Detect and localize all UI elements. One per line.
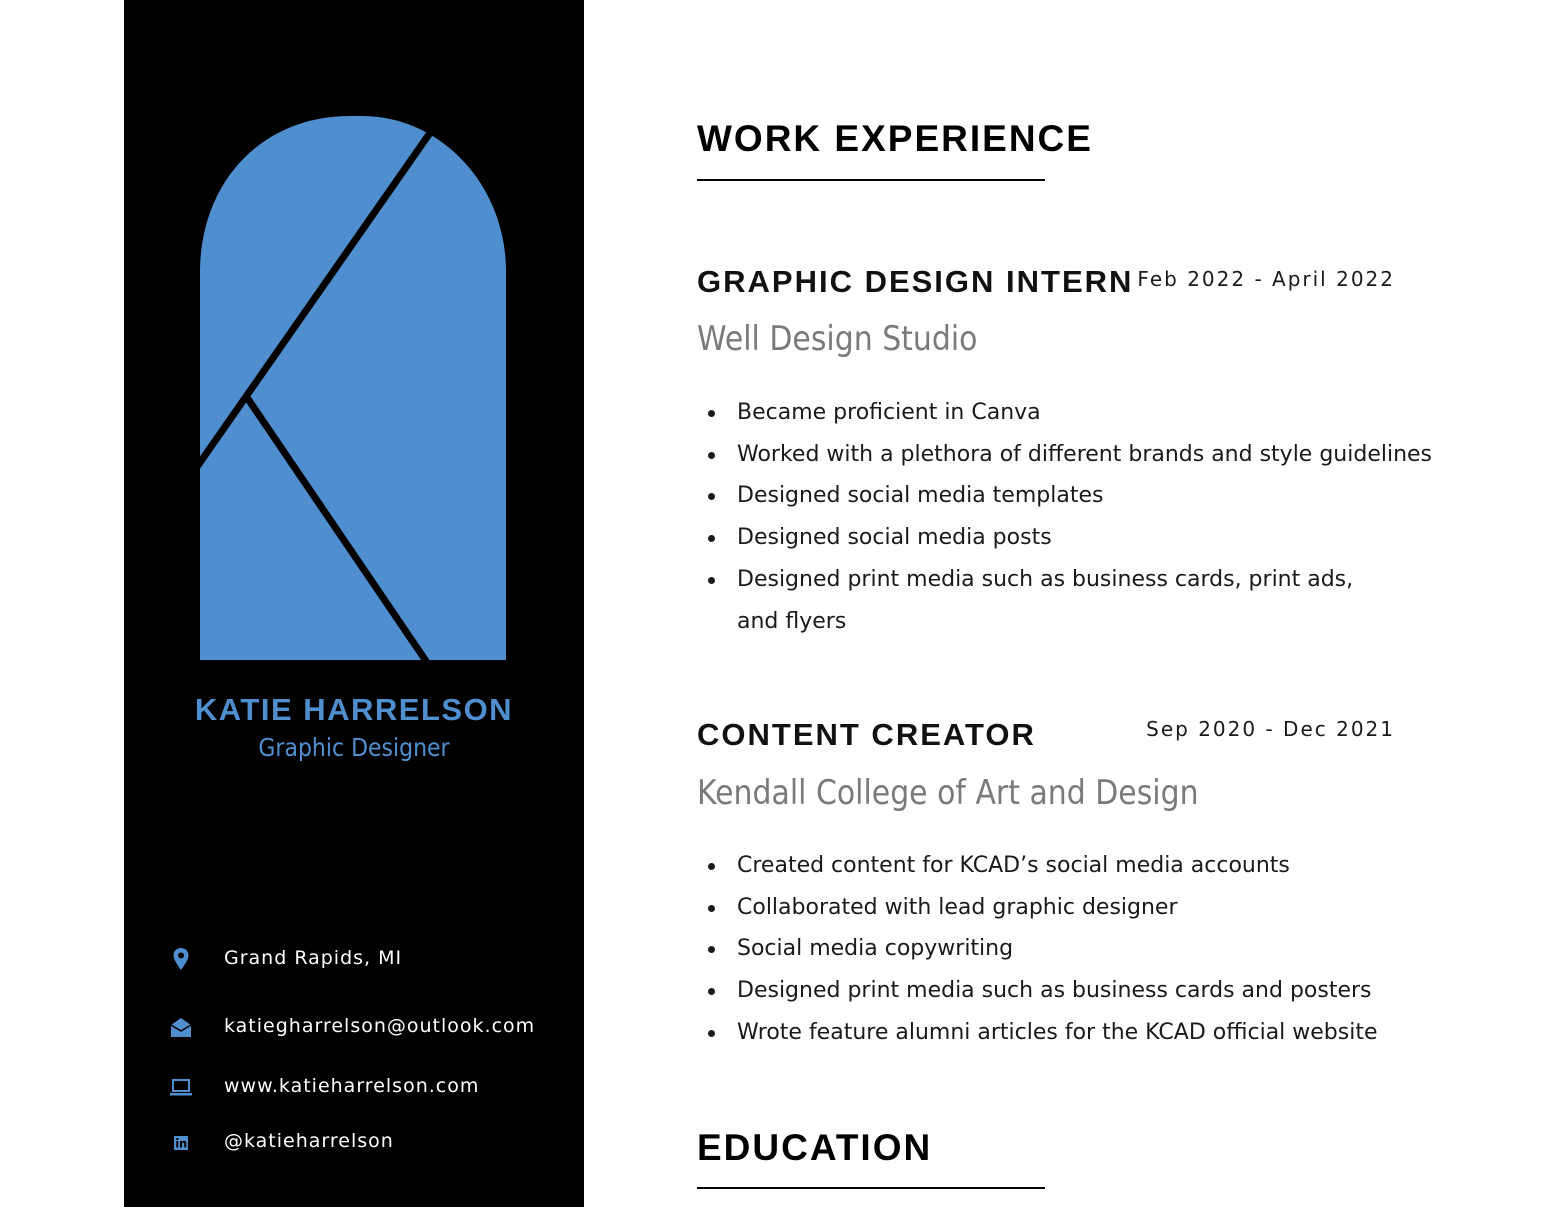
sidebar [124, 0, 584, 1207]
contact-location-text: Grand Rapids, MI [224, 947, 403, 969]
list-item [697, 517, 1477, 559]
main-content [697, 0, 1517, 1207]
contact-email-text[interactable]: katiegharrelson@outlook.com [224, 1015, 536, 1037]
section-divider [697, 1187, 1045, 1189]
section-divider [697, 179, 1045, 181]
education-heading: EDUCATION [697, 1127, 933, 1168]
list-item [697, 475, 1477, 517]
envelope-icon [168, 1014, 194, 1040]
contact-website[interactable] [124, 1072, 584, 1102]
contact-location [124, 944, 584, 974]
job-dates: Feb 2022 - April 2022 [1137, 267, 1395, 291]
contact-website-text[interactable]: www.katieharrelson.com [224, 1075, 480, 1097]
list-item-text: Became proficient in Canva [737, 400, 1041, 425]
job-dates: Sep 2020 - Dec 2021 [1146, 717, 1395, 741]
candidate-role: Graphic Designer [258, 733, 450, 762]
linkedin-icon [168, 1129, 194, 1155]
k-monogram-logo [200, 114, 510, 660]
job-company: Well Design Studio [697, 319, 978, 359]
job-company: Kendall College of Art and Design [697, 773, 1199, 813]
list-item-text: Collaborated with lead graphic designer [737, 894, 1178, 920]
list-item-text: Social media copywriting [737, 936, 1014, 962]
candidate-name: KATIE HARRELSON [194, 692, 514, 727]
list-item-text: Designed print media such as business cards and posters [737, 978, 1372, 1004]
list-item [697, 970, 1477, 1012]
contact-email[interactable] [124, 1012, 584, 1042]
list-item-text: Designed social media posts [737, 525, 1052, 551]
contact-linkedin[interactable] [124, 1127, 584, 1157]
list-item [697, 928, 1477, 970]
list-item-text: Wrote feature alumni articles for the KCAD official website [737, 1019, 1378, 1045]
list-item [697, 887, 1477, 929]
list-item [697, 559, 1357, 642]
list-item [697, 392, 1477, 434]
contact-linkedin-text[interactable]: @katieharrelson [224, 1130, 394, 1152]
job-bullets [697, 392, 1477, 642]
location-pin-icon [168, 946, 194, 972]
list-item-text: Designed social media templates [737, 483, 1104, 509]
list-item-text: Designed print media such as business cards, print ads, and flyers [737, 566, 1354, 634]
list-item-text: Worked with a plethora of different brands and style guidelines [737, 441, 1433, 467]
job-bullets [697, 845, 1477, 1054]
list-item [697, 1012, 1477, 1054]
list-item [697, 845, 1477, 887]
job-title: CONTENT CREATOR [697, 717, 1036, 752]
job-title: GRAPHIC DESIGN INTERN [697, 264, 1134, 299]
list-item [697, 434, 1477, 476]
list-item-text: Created content for KCAD’s social media accounts [737, 853, 1290, 878]
work-experience-heading: WORK EXPERIENCE [697, 118, 1093, 159]
laptop-icon [168, 1074, 194, 1100]
